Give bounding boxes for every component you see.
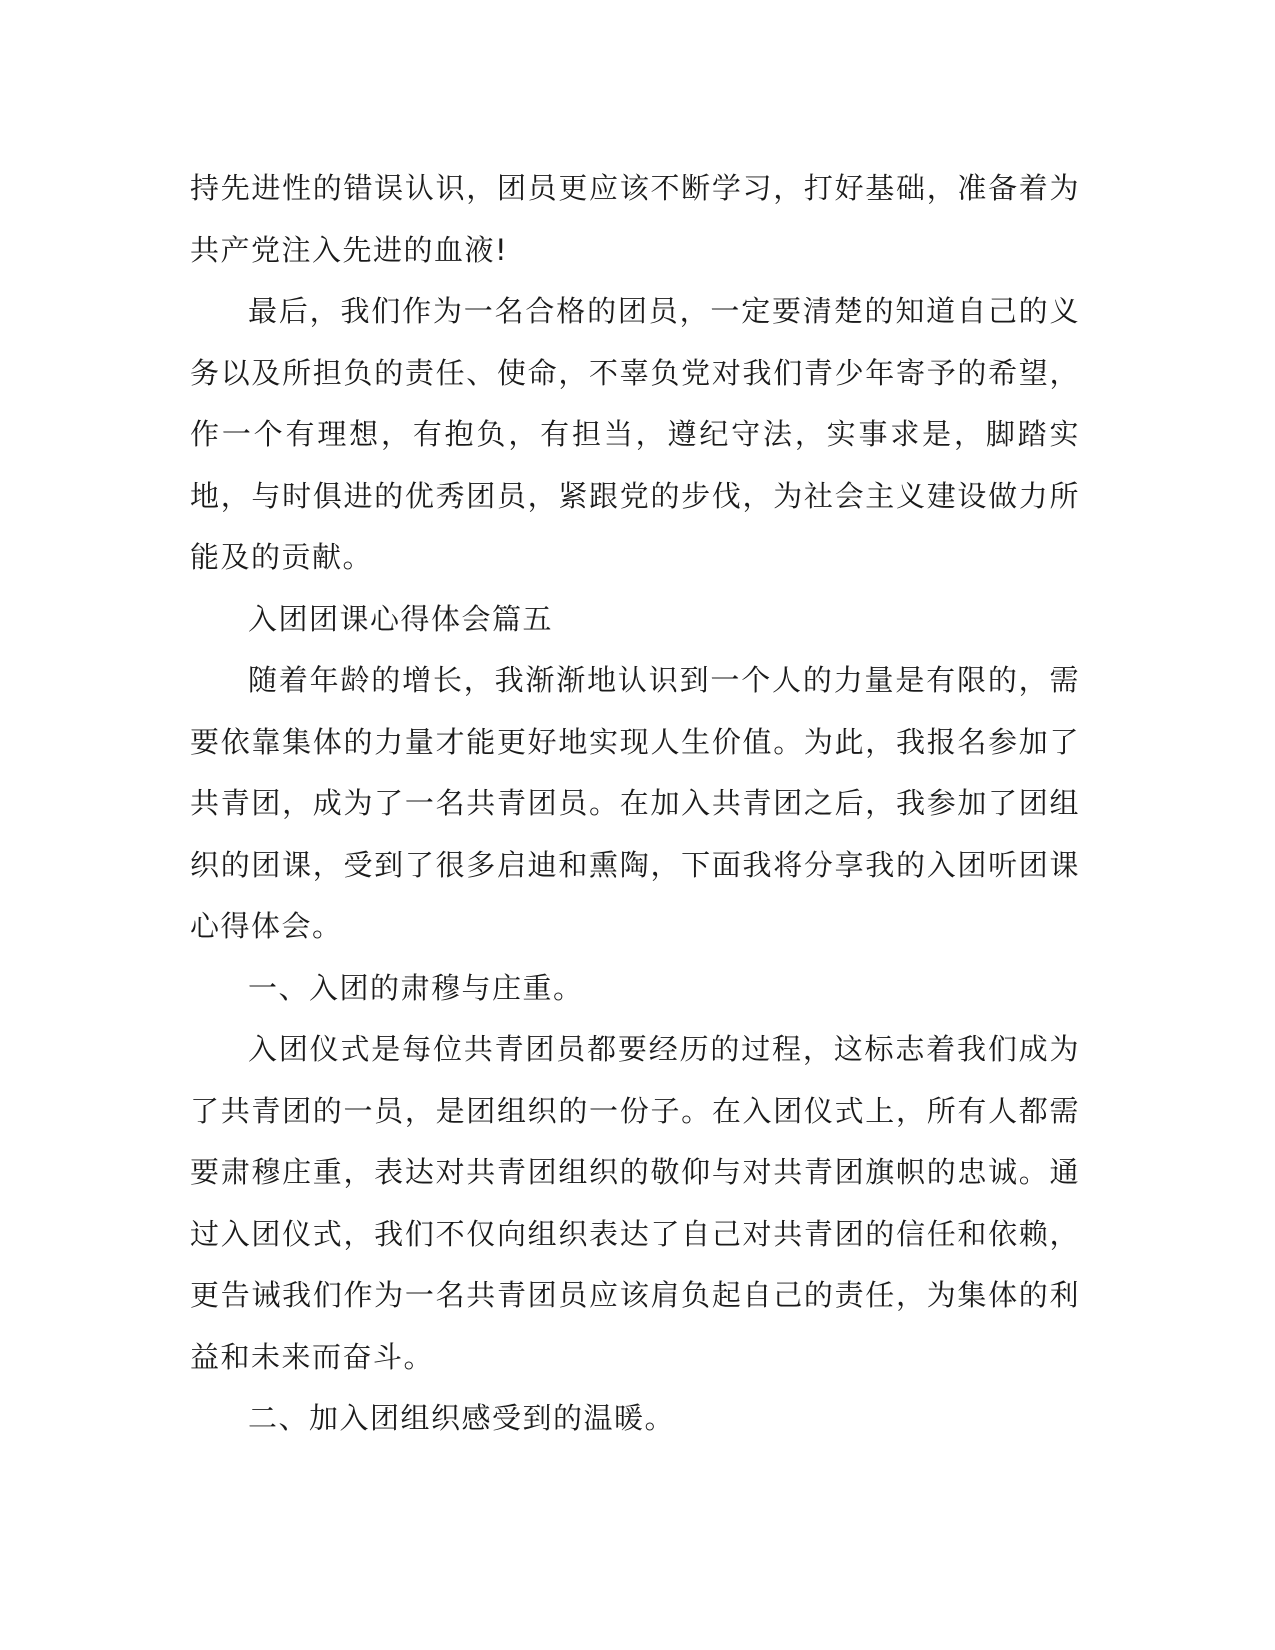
- document-body: [190, 158, 1080, 1450]
- paragraph-conclusion: 最后，我们作为一名合格的团员，一定要清楚的知道自己的义务以及所担负的责任、使命，不辜负党对我们青少年寄予的希望，作一个有理想，有抱负，有担当，遵纪守法，实事求是，脚踏实地，与时俱进的优秀团员，紧跟党的步伐，为社会主义建设做力所能及的贡献。: [190, 294, 1080, 574]
- section-title: 入团团课心得体会篇五: [248, 601, 554, 636]
- subheading-two: 二、加入团组织感受到的温暖。: [248, 1401, 676, 1435]
- subheading-one: 一、入团的肃穆与庄重。: [248, 970, 584, 1005]
- paragraph-continued: 持先进性的错误认识，团员更应该不断学习，打好基础，准备着为共产党注入先进的血液!: [190, 171, 1080, 267]
- paragraph-ceremony: 入团仪式是每位共青团员都要经历的过程，这标志着我们成为了共青团的一员，是团组织的一份子。在入团仪式上，所有人都需要肃穆庄重，表达对共青团组织的敬仰与对共青团旗帜的忠诚。通过入团仪式，我们不仅向组织表达了自己对共青团的信任和依赖，更告诫我们作为一名共青团员应该肩负起自己的责任，为集体的利益和未来而奋斗。: [190, 1032, 1080, 1374]
- paragraph-intro: 随着年龄的增长，我渐渐地认识到一个人的力量是有限的，需要依靠集体的力量才能更好地实现人生价值。为此，我报名参加了共青团，成为了一名共青团员。在加入共青团之后，我参加了团组织的团课，受到了很多启迪和熏陶，下面我将分享我的入团听团课心得体会。: [190, 663, 1080, 943]
